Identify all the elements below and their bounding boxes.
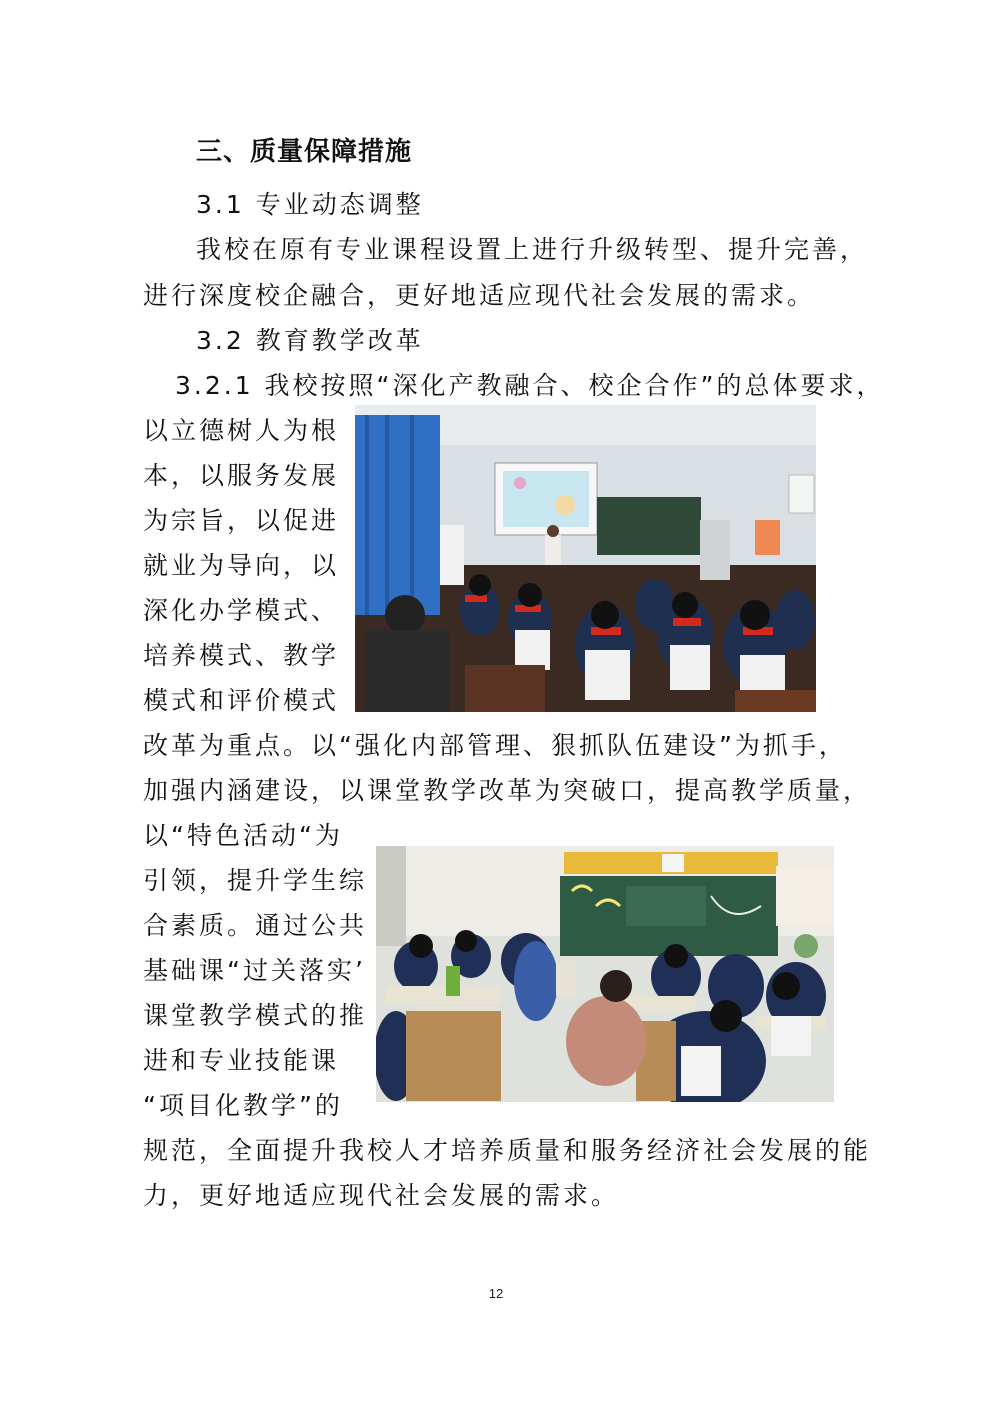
paragraph-line: 深化办学模式、 <box>143 596 340 625</box>
classroom-lecture-photo <box>355 405 816 712</box>
paragraph-line: 为宗旨，以促进 <box>143 506 340 535</box>
subheading-3-1: 3.1 专业动态调整 <box>196 190 424 219</box>
paragraph-line: 以“特色活动“为 <box>143 821 343 850</box>
paragraph-line: 改革为重点。以“强化内部管理、狠抓队伍建设”为抓手， <box>143 731 847 760</box>
paragraph-line: 本，以服务发展 <box>143 461 340 490</box>
paragraph-line: 规范，全面提升我校人才培养质量和服务经济社会发展的能 <box>143 1136 872 1165</box>
paragraph-line: 引领，提升学生综 <box>143 866 368 895</box>
classroom-activity-photo <box>376 846 834 1102</box>
paragraph-line: 加强内涵建设，以课堂教学改革为突破口，提高教学质量， <box>143 776 872 805</box>
paragraph-line: 基础课“过关落实’ <box>143 956 366 985</box>
paragraph-line: 课堂教学模式的推 <box>143 1001 368 1030</box>
page-number: 12 <box>488 1286 504 1301</box>
paragraph-line: 以立德树人为根 <box>143 416 340 445</box>
paragraph-line: 模式和评价模式 <box>143 686 340 715</box>
subheading-3-2: 3.2 教育教学改革 <box>196 326 424 355</box>
paragraph-line: 就业为导向，以 <box>143 551 340 580</box>
paragraph-line: 进行深度校企融合，更好地适应现代社会发展的需求。 <box>143 281 816 310</box>
paragraph-line: 合素质。通过公共 <box>143 911 368 940</box>
section-heading: 三、质量保障措施 <box>196 137 413 167</box>
paragraph-line: “项目化教学”的 <box>143 1091 343 1120</box>
paragraph-line: 我校在原有专业课程设置上进行升级转型、提升完善， <box>196 235 869 264</box>
paragraph-line: 培养模式、教学 <box>143 641 340 670</box>
paragraph-line: 进和专业技能课 <box>143 1046 340 1075</box>
paragraph-line: 3.2.1 我校按照“深化产教融合、校企合作”的总体要求， <box>175 371 885 400</box>
paragraph-line: 力，更好地适应现代社会发展的需求。 <box>143 1181 620 1210</box>
